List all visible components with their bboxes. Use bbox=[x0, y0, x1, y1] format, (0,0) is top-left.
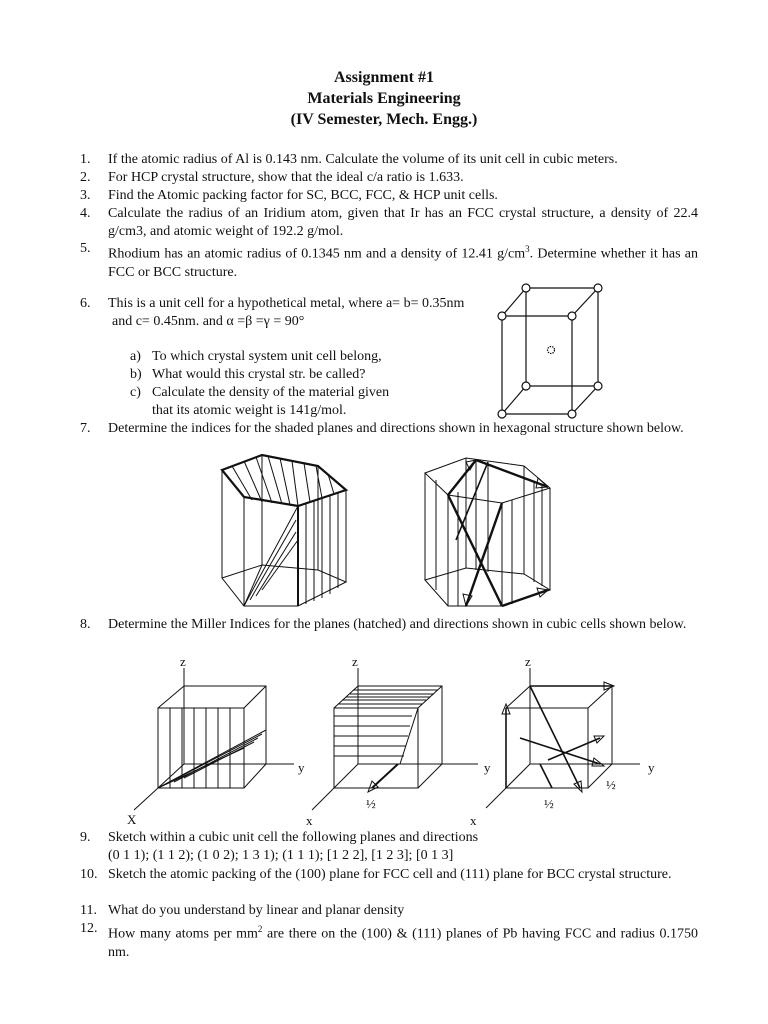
fig8b-y-label: y bbox=[484, 760, 491, 775]
q6-subpart-b: b) What would this crystal str. be called? bbox=[130, 367, 366, 382]
assignment-page: Assignment #1 Materials Engineering (IV Semester, Mech. Engg.) 1. If the atomic radius of Al is 0.143 nm. Calculate the volume of its unit cell in cubic meters. 2. For HCP crystal structure, show that the ideal c/a ratio is 1.633. 3. Find the Atomic packing factor for SC, BCC, FCC, & HCP unit cells. 4. Calculate the radius of an Iridium atom, given that Ir has an FCC crystal structure, a density of 22.4 g/cm3, and atomic weight of 192.2 g/mol. 5. Rhodium has an atomic radius of 0.1345 nm and a density of 12.41 $g/cm^3$. Determine whether it has an FCC or BCC structure. 6. This is a unit cell for a hypothetical metal, where a= b= 0.35nm and c= 0.45nm. and α =β =γ = 90° a) To which crystal system unit cell belong, b) What would this crystal str. be called? c) Calculate the density of the material given that its atomic weight is 141g/mol. 7. Determine the indices for the shaded planes and directions shown in hexagonal structure shown below. 8. Determine the Miller Indices for the planes (hatched) and directions shown in cubic cells shown below. 9. Sketch within a cubic unit cell the following planes and directions (0 1 1); (1 1 2); (1 0 2); 1 3 1); (1 1 1); [1 2 2], [1 2 3]; [0 1 3] 10. Sketch the atomic packing of the (100) plane for FCC cell and (111) plane for BCC crystal structure. 11. What do you understand by linear and planar density 12. How many atoms per $mm^2$ are there on the (100) & (111) planes of Pb having FCC and radius 0.1750 nm. z z z y y y X x x ½ ½ ½ bbox=[0, 0, 768, 1024]
fig8c-half-label: ½ bbox=[544, 796, 554, 811]
q6-subpart-a: a) To which crystal system unit cell belong, bbox=[130, 349, 382, 364]
fig8c-y-label: y bbox=[648, 760, 655, 775]
q7-hex-figure-left bbox=[222, 455, 346, 606]
fig8b-half-label: ½ bbox=[366, 796, 376, 811]
assignment-title: Assignment #1 bbox=[333, 69, 434, 86]
q8-cube-figure-2 bbox=[312, 668, 478, 810]
fig8a-y-label: y bbox=[298, 760, 305, 775]
fig8c-z-label: z bbox=[525, 654, 531, 669]
q6-subpart-c-cont: that its atomic weight is 141g/mol. bbox=[152, 403, 347, 418]
q7-hex-figure-right bbox=[425, 458, 550, 606]
q8-cube-figure-1 bbox=[134, 668, 294, 810]
q6-subpart-c: c) Calculate the density of the material given bbox=[130, 385, 390, 400]
semester-title: (IV Semester, Mech. Engg.) bbox=[290, 111, 478, 128]
fig8a-z-label: z bbox=[180, 654, 186, 669]
q8-cube-figure-3 bbox=[486, 668, 640, 808]
fig8c-half-label-2: ½ bbox=[606, 777, 616, 792]
course-title: Materials Engineering bbox=[307, 90, 461, 107]
q6-unit-cell-figure bbox=[498, 284, 602, 418]
fig8b-x-label: x bbox=[306, 813, 313, 828]
fig8a-x-label: X bbox=[127, 812, 137, 827]
fig8b-z-label: z bbox=[352, 654, 358, 669]
fig8c-x-label: x bbox=[470, 813, 477, 828]
